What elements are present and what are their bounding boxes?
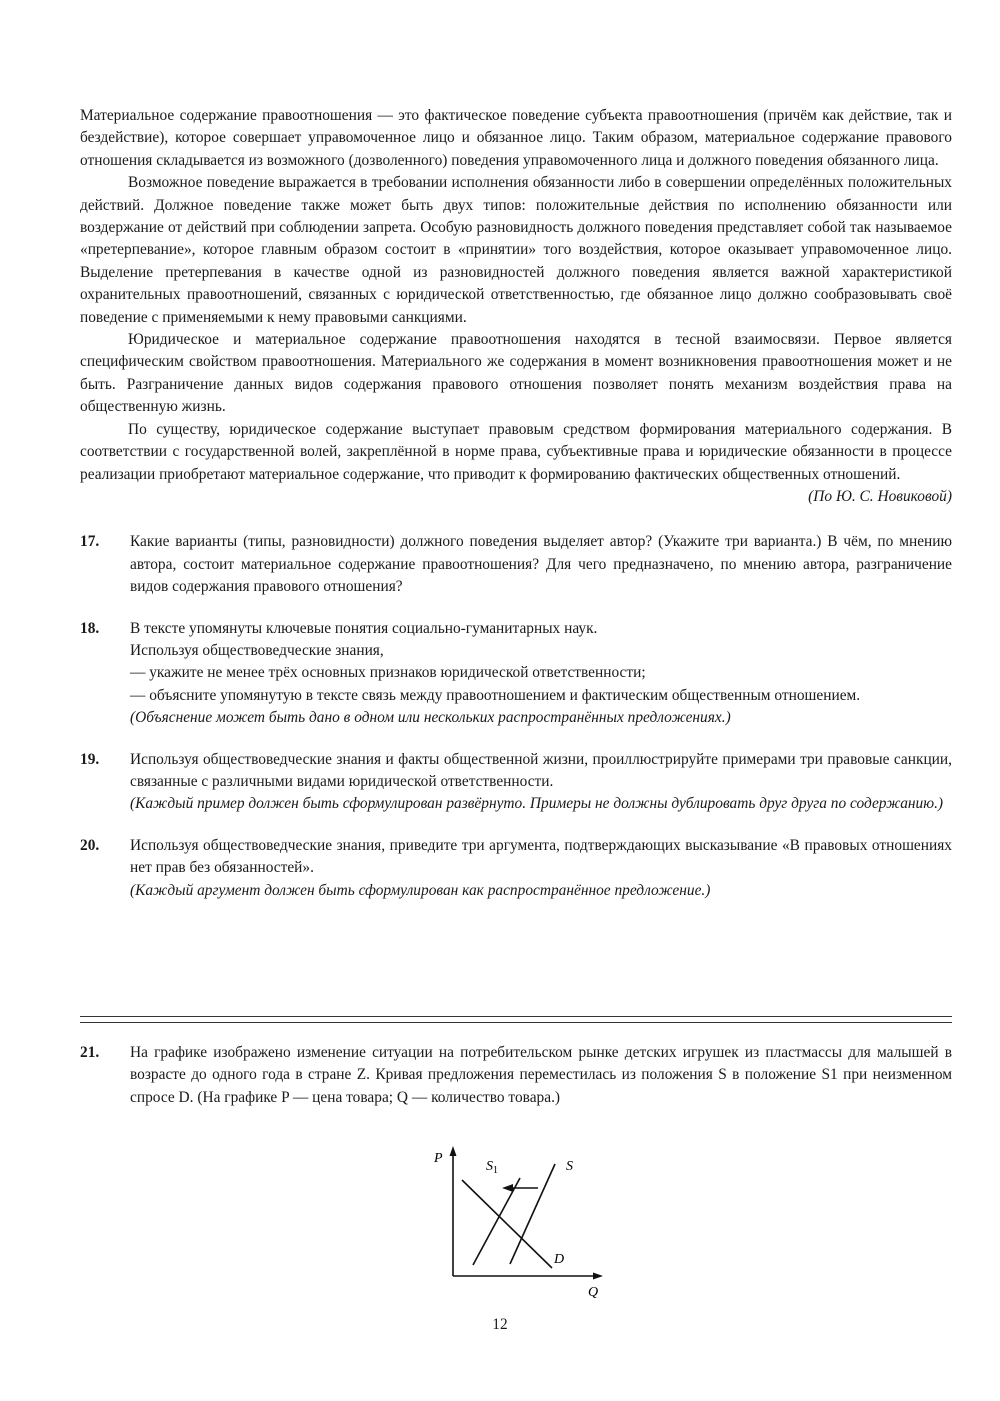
demand-d-label: D — [554, 1252, 565, 1267]
shift-arrowhead-icon — [502, 1184, 513, 1192]
task-21 — [80, 1042, 952, 1109]
passage-source: (По Ю. С. Новиковой) — [808, 487, 952, 505]
supply-s1-label: $S_1$ — [486, 1159, 498, 1176]
task-number: 17. — [80, 533, 100, 551]
task-text: Используя обществоведческие знания, приведите три аргумента, подтверждающих высказывание «В правовых отношениях нет прав без обязанностей». — [130, 836, 952, 877]
task-text: В тексте упомянуты ключевые понятия социально-гуманитарных наук. — [130, 619, 598, 637]
demand-curve-d — [462, 1180, 552, 1268]
task-text: — укажите не менее трёх основных признаков юридической ответственности; — [130, 664, 646, 682]
task-number: 19. — [80, 750, 100, 768]
supply-demand-graph — [420, 1140, 620, 1300]
task-text: На графике изображено изменение ситуации на потребительском рынке детских игрушек из пластмассы для малышей в возрасте до одного года в стране Z. Кривая предложения переместилась из положения S в положение S1 при неизменном спросе D. (На графике P — цена товара; Q — количество товара.) — [130, 1044, 952, 1106]
x-axis-arrow-icon — [593, 1273, 603, 1280]
task-number: 20. — [80, 836, 100, 854]
section-divider — [80, 1016, 952, 1023]
task-note: (Каждый пример должен быть сформулирован развёрнуто. Примеры не должны дублировать друг друга по содержанию.) — [130, 795, 944, 813]
task-18 — [80, 618, 952, 730]
task-20 — [80, 835, 952, 902]
page-number: 12 — [492, 1316, 508, 1333]
task-number: 18. — [80, 619, 100, 637]
passage-paragraph: Материальное содержание правоотношения — это фактическое поведение субъекта правоотношения (причём как действие, так и бездействие), которое совершает управомоченное лицо и обязанное лицо. Таким образом, материальное содержание правового отношения складывается из возможного (дозволенного) поведения управомоченного лица и должного поведения обязанного лица. — [80, 107, 952, 169]
passage-paragraph: Юридическое и материальное содержание правоотношения находятся в тесной взаимосвязи. Первое является специфическим свойством правоотношения. Материального же содержания в момент возникновения правоотношения может и не быть. Разграничение данных видов содержания правового отношения позволяет понять механизм воздействия права на общественную жизнь. — [80, 331, 952, 416]
task-note: (Каждый аргумент должен быть сформулирован как распространённое предложение.) — [130, 881, 711, 899]
supply-s-label: S — [566, 1159, 573, 1174]
y-axis-arrow-icon — [450, 1146, 457, 1156]
x-axis-label: Q — [588, 1285, 599, 1300]
task-text: Используя обществоведческие знания и факты общественной жизни, проиллюстрируйте примерами три правовые санкции, связанные с различными видами юридической ответственности. — [130, 750, 952, 790]
task-text: Какие варианты (типы, разновидности) должного поведения выделяет автор? (Укажите три варианта.) В чём, по мнению автора, состоит материальное содержание правоотношения? Для чего предназначено, по мнению автора, разграничение видов содержания правового отношения? — [130, 533, 952, 596]
task-text: Используя обществоведческие знания, — [130, 641, 384, 659]
task-number: 21. — [80, 1044, 100, 1061]
task-17 — [80, 531, 952, 598]
y-axis-label: P — [434, 1151, 443, 1166]
task-note: (Объяснение может быть дано в одном или нескольких распространённых предложениях.) — [130, 709, 731, 727]
task-text: — объясните упомянутую в тексте связь между правоотношением и фактическим общественным отношением. — [130, 686, 861, 704]
page-content — [80, 105, 952, 902]
task-19 — [80, 749, 952, 816]
passage-paragraph: По существу, юридическое содержание выступает правовым средством формирования материального содержания. В соответствии с государственной волей, закреплённой в норме права, субъективные права и юридические обязанности в процессе реализации приобретают материальное содержание, что приводит к формированию фактических общественных отношений. — [80, 420, 952, 483]
passage-paragraph: Возможное поведение выражается в требовании исполнения обязанности либо в совершении определённых положительных действий. Должное поведение также может быть двух типов: положительные действия по исполнению обязанности или воздержание от действий при соблюдении запрета. Особую разновидность должного поведения представляет собой так называемое «претерпевание», которое главным образом состоит в «принятии» того воздействия, которое оказывает управомоченное лицо. Выделение претерпевания в качестве одной из разновидностей должного поведения является важной характеристикой охранительных правоотношений, связанных с юридической ответственностью, где обязанное лицо должно сообразовывать своё поведение с применяемыми к нему правовыми санкциями. — [80, 174, 952, 326]
